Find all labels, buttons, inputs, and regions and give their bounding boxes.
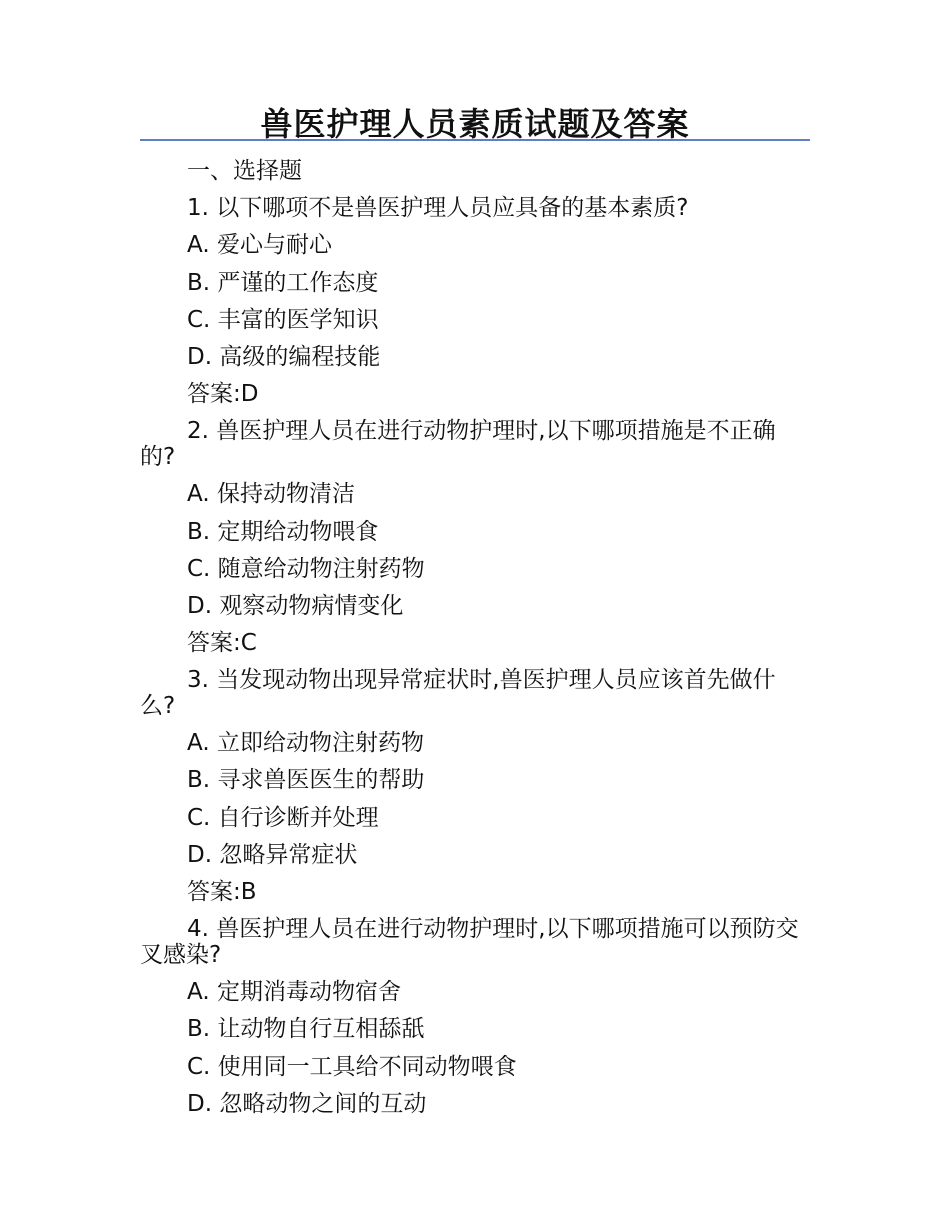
question-3-option-a: A. 立即给动物注射药物 bbox=[187, 730, 424, 757]
question-3-option-d: D. 忽略异常症状 bbox=[187, 841, 358, 868]
question-4-option-a: A. 定期消毒动物宿舍 bbox=[187, 979, 401, 1006]
question-3-option-b: B. 寻求兽医医生的帮助 bbox=[187, 767, 425, 794]
title-underline bbox=[140, 139, 810, 141]
question-3-stem: 3. 当发现动物出现异常症状时,兽医护理人员应该首先做什么? bbox=[140, 667, 776, 720]
question-3-option-c: C. 自行诊断并处理 bbox=[187, 804, 379, 831]
question-1-option-a: A. 爱心与耐心 bbox=[187, 232, 332, 259]
question-3-answer: 答案:B bbox=[187, 879, 257, 905]
question-2-answer: 答案:C bbox=[187, 630, 257, 657]
question-4-option-c: C. 使用同一工具给不同动物喂食 bbox=[187, 1053, 517, 1080]
question-2-stem: 2. 兽医护理人员在进行动物护理时,以下哪项措施是不正确的? bbox=[140, 418, 776, 471]
question-4-option-d: D. 忽略动物之间的互动 bbox=[187, 1090, 427, 1117]
document-body bbox=[140, 153, 810, 1123]
question-4-stem: 4. 兽医护理人员在进行动物护理时,以下哪项措施可以预防交叉感染? bbox=[140, 916, 799, 969]
question-2-option-d: D. 观察动物病情变化 bbox=[187, 592, 404, 619]
question-1-option-b: B. 严谨的工作态度 bbox=[187, 269, 379, 296]
question-1-option-d: D. 高级的编程技能 bbox=[187, 343, 381, 370]
question-1-option-c: C. 丰富的医学知识 bbox=[187, 306, 379, 333]
question-1-stem: 1. 以下哪项不是兽医护理人员应具备的基本素质? bbox=[187, 195, 689, 222]
question-2-option-b: B. 定期给动物喂食 bbox=[187, 518, 379, 545]
document-title: 兽医护理人员素质试题及答案 bbox=[260, 105, 690, 143]
section-heading: 一、选择题 bbox=[187, 158, 302, 184]
question-4-option-b: B. 让动物自行互相舔舐 bbox=[187, 1016, 425, 1043]
question-1-answer: 答案:D bbox=[187, 381, 259, 408]
question-2-option-a: A. 保持动物清洁 bbox=[187, 481, 355, 508]
question-2-option-c: C. 随意给动物注射药物 bbox=[187, 555, 425, 582]
